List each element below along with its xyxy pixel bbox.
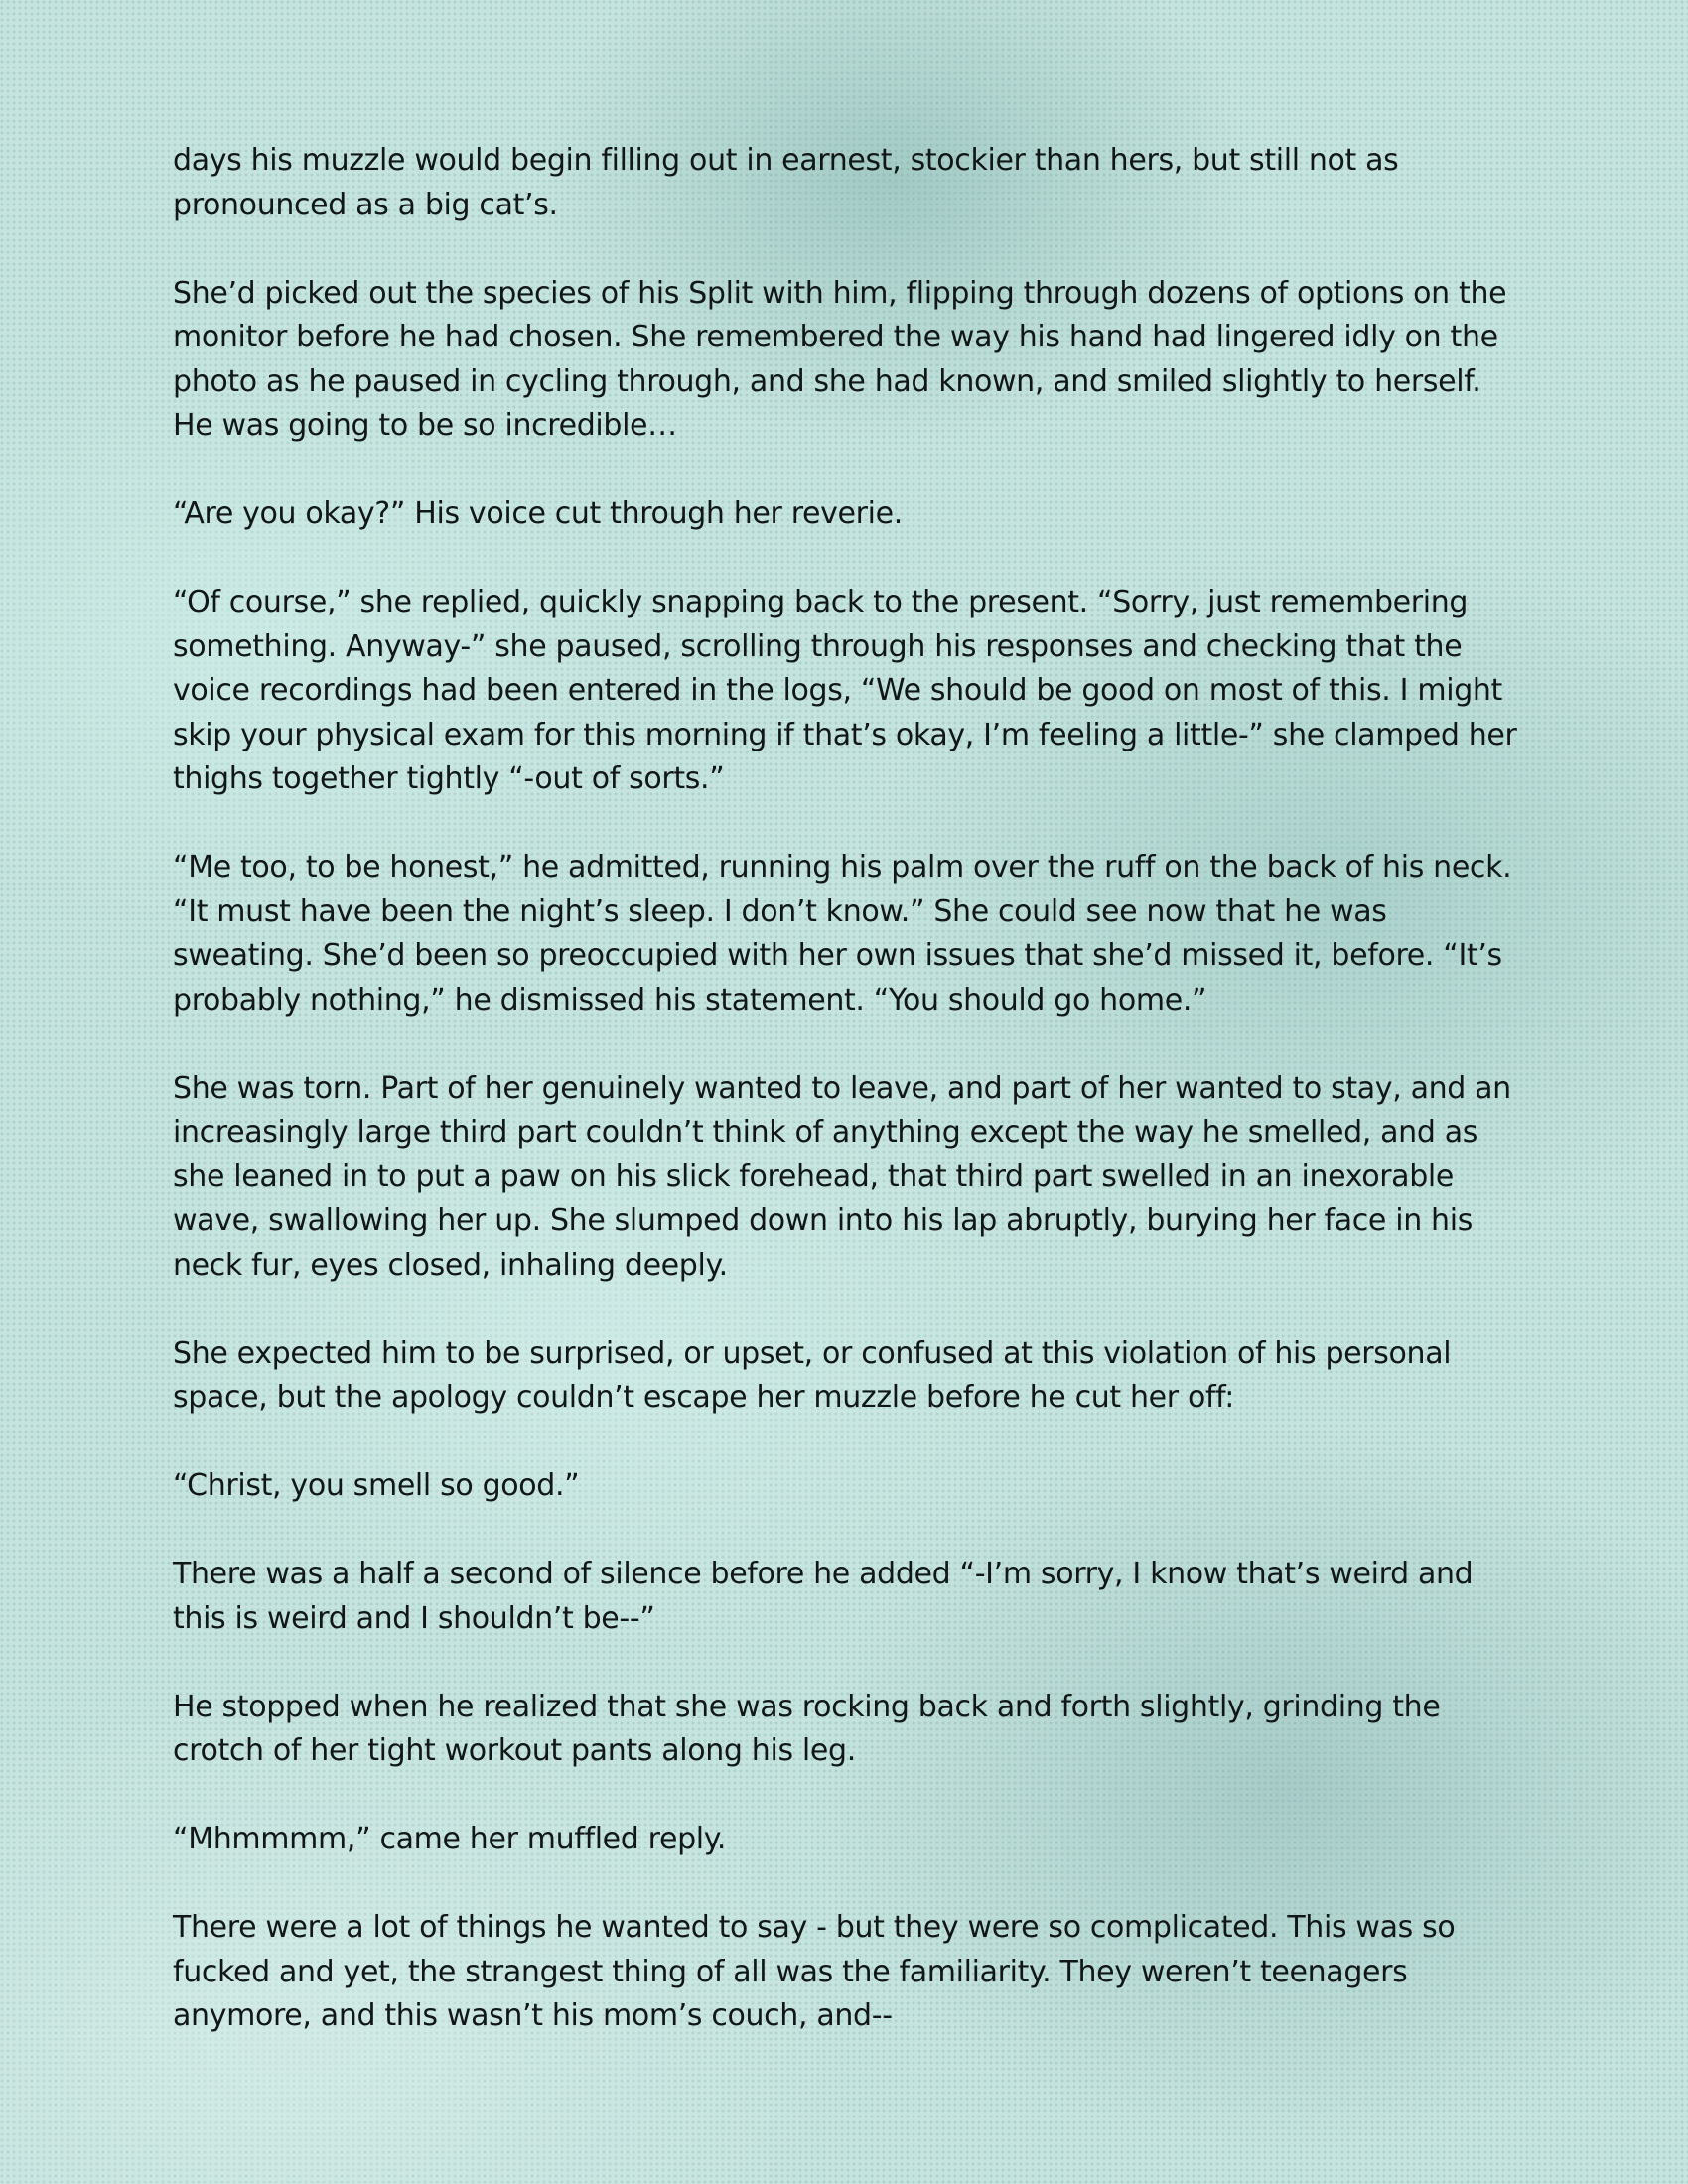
paragraph: There was a half a second of silence before he added “-I’m sorry, I know that’s weird and this is weird and I shouldn’t be--”: [173, 1557, 1474, 1636]
paragraph: There were a lot of things he wanted to say - but they were so complicated. This was so fucked and yet, the strangest thing of all was the familiarity. They weren’t teenagers anymore, and this wasn’t his mom’s couch, and--: [173, 1910, 1456, 2033]
paragraph: “Are you okay?” His voice cut through her reverie.: [173, 496, 903, 531]
paragraph: “Christ, you smell so good.”: [173, 1468, 580, 1503]
paragraph: “Me too, to be honest,” he admitted, running his palm over the ruff on the back of his neck. “It must have been the night’s sleep. I don’t know.” She could see now that he was sweating. She’d been so preoccupied with her own issues that she’d missed it, before. “It’s probably nothing,” he dismissed his statement. “You should go home.”: [173, 850, 1512, 1018]
paragraph: days his muzzle would begin filling out in earnest, stockier than hers, but still not as pronounced as a big cat’s.: [173, 143, 1399, 222]
paragraph: “Of course,” she replied, quickly snapping back to the present. “Sorry, just remembering something. Anyway-” she paused, scrolling through his responses and checking that the voice recordings had been entered in the logs, “We should be good on most of this. I might skip your physical exam for this morning if that’s okay, I’m feeling a little-” she clamped her thighs together tightly “-out of sorts.”: [173, 585, 1517, 796]
paragraph: “Mhmmmm,” came her muffled reply.: [173, 1822, 727, 1856]
paragraph: She was torn. Part of her genuinely wanted to leave, and part of her wanted to stay, and an increasingly large third part couldn’t think of anything except the way he smelled, and as she leaned in to put a paw on his slick forehead, that third part swelled in an inexorable wave, swallowing her up. She slumped down into his lap abruptly, burying her face in his neck fur, eyes closed, inhaling deeply.: [173, 1070, 1511, 1283]
paragraph: She expected him to be surprised, or upset, or confused at this violation of his personal space, but the apology couldn’t escape her muzzle before he cut her off:: [173, 1335, 1452, 1415]
paragraph: She’d picked out the species of his Split with him, flipping through dozens of options on the monitor before he had chosen. She remembered the way his hand had lingered idly on the photo as he paused in cycling through, and she had known, and smiled slightly to herself. He was going to be so incredible…: [173, 275, 1507, 443]
paragraph: He stopped when he realized that she was rocking back and forth slightly, grinding the crotch of her tight workout pants along his leg.: [173, 1689, 1441, 1768]
page-body-text: [173, 139, 1523, 2083]
